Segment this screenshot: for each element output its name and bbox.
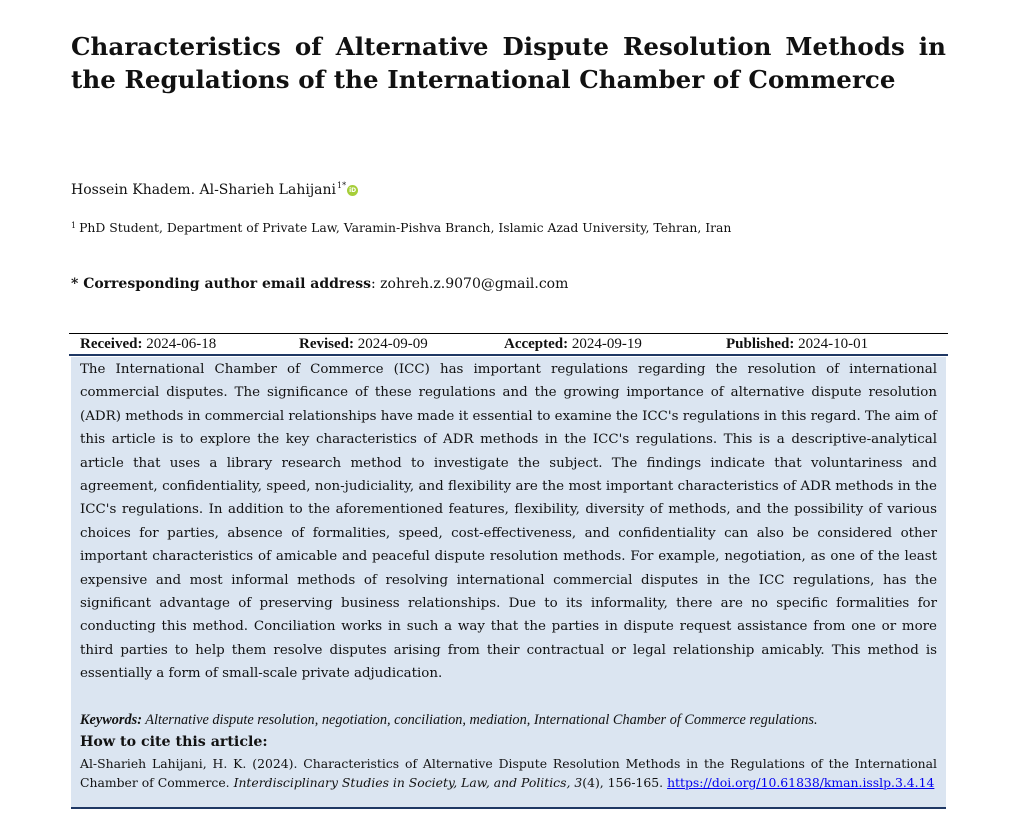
published-label: Published:	[726, 336, 795, 352]
accepted-value: 2024-09-19	[571, 336, 642, 352]
revised-label: Revised:	[299, 336, 354, 352]
date-received	[80, 336, 216, 353]
affiliation-marker: 1	[71, 221, 77, 230]
date-accepted	[504, 336, 642, 353]
author-line	[71, 176, 358, 200]
affiliation	[71, 217, 731, 237]
keywords-text: Alternative dispute resolution, negotiation, conciliation, mediation, International Chamber of Commerce regulations.	[141, 712, 818, 728]
corresponding-author	[71, 274, 568, 294]
keywords-label: Keywords:	[80, 712, 142, 728]
cite-heading: How to cite this article:	[80, 734, 268, 750]
corresponding-email: : zohreh.z.9070@gmail.com	[370, 276, 569, 292]
dates-bar	[69, 333, 948, 356]
abstract-box	[71, 357, 946, 809]
abstract-text: The International Chamber of Commerce (ICC) has important regulations regarding the resolution of international commercial disputes. The significance of these regulations and the growing importance of alternative dispute resolution (ADR) methods in commercial relationships have made it essential to examine the ICC's regulations in this regard. The aim of this article is to explore the key characteristics of ADR methods in the ICC's regulations. This is a descriptive-analytical article that uses a library research method to investigate the subject. The findings indicate that voluntariness and agreement, confidentiality, speed, non-judiciality, and flexibility are the most important characteristics of ADR methods in the ICC's regulations. In addition to the aforementioned features, flexibility, diversity of methods, and the possibility of various choices for parties, absence of formalities, speed, cost-effectiveness, and confidentiality can also be considered other important characteristics of amicable and peaceful dispute resolution methods. For example, negotiation, as one of the least expensive and most informal methods of resolving international commercial disputes in the ICC regulations, has the significant advantage of preserving business relationships. Due to its informality, there are no specific formalities for conducting this method. Conciliation works in such a way that the parties in dispute request assistance from one or more third parties to help them resolve disputes arising from their contractual or legal relationship amicably. This method is essentially a form of small-scale private adjudication.	[80, 362, 937, 682]
citation-issue-pages: (4), 156-165.	[582, 774, 664, 790]
received-value: 2024-06-18	[146, 336, 217, 352]
date-revised	[299, 336, 428, 353]
orcid-icon[interactable]: iD	[349, 187, 357, 194]
author-affiliation-marker: 1*	[337, 181, 347, 190]
doi-link[interactable]: https://doi.org/10.61838/kman.isslp.3.4.14	[667, 774, 935, 790]
published-value: 2024-10-01	[798, 336, 869, 352]
article-title: Characteristics of Alternative Dispute Resolution Methods in the Regulations of the International Chamber of Commerce	[71, 32, 946, 94]
received-label: Received:	[80, 336, 143, 352]
corresponding-label: * Corresponding author email address	[71, 276, 371, 292]
author-name: Hossein Khadem. Al-Sharieh Lahijani	[71, 182, 336, 198]
affiliation-text: PhD Student, Department of Private Law, Varamin-Pishva Branch, Islamic Azad University, Tehran, Iran	[79, 220, 732, 235]
revised-value: 2024-09-09	[357, 336, 428, 352]
citation	[80, 755, 937, 792]
keywords	[80, 710, 940, 730]
citation-text: Al-Sharieh Lahijani, H. K. (2024). Characteristics of Alternative Dispute Resolution Methods in the Regulations of the International Chamber of Commerce.	[80, 756, 937, 790]
citation-journal: Interdisciplinary Studies in Society, Law, and Politics, 3	[233, 774, 583, 790]
date-published	[726, 336, 868, 353]
accepted-label: Accepted:	[504, 336, 569, 352]
